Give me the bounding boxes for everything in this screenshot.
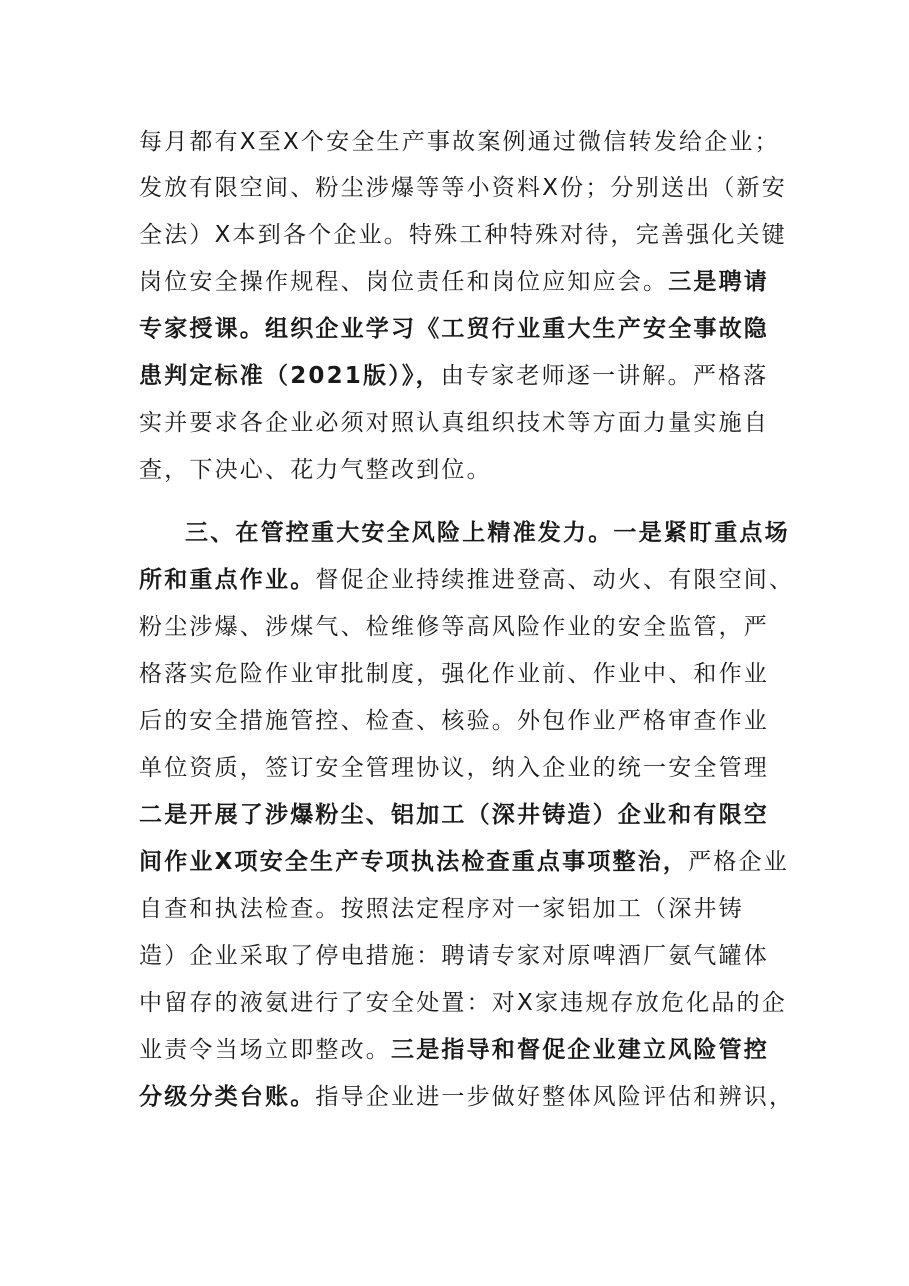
text-line bbox=[139, 1035, 799, 1065]
text-line bbox=[139, 127, 799, 157]
text-line bbox=[139, 753, 799, 783]
text-line bbox=[139, 706, 799, 736]
bold-text-span: 分级分类台账。 bbox=[139, 1084, 316, 1110]
text-line bbox=[139, 1082, 799, 1112]
text-line bbox=[139, 659, 799, 689]
section-heading-line bbox=[185, 518, 845, 548]
text-span: 格落实危险作业审批制度，强化作业前、作业中、和作业 bbox=[139, 661, 769, 687]
text-line bbox=[139, 173, 799, 203]
text-span: 单位资质，签订安全管理协议，纳入企业的统一安全管理 bbox=[139, 755, 769, 781]
bold-text-span: 二是开展了涉爆粉尘、铝加工（深井铸造）企业和有限空 bbox=[139, 802, 769, 828]
bold-text-span: 所和重点作业。 bbox=[139, 567, 316, 593]
text-span: 查，下决心、花力气整改到位。 bbox=[139, 457, 492, 483]
text-span: 全法）X本到各个企业。特殊工种特殊对待，完善强化关键 bbox=[139, 222, 787, 248]
text-span: 实并要求各企业必须对照认真组织技术等方面力量实施自 bbox=[139, 410, 769, 436]
text-line bbox=[139, 847, 799, 877]
bold-text-span: 患判定标准（2021版）》， bbox=[139, 363, 441, 389]
text-line bbox=[139, 408, 799, 438]
text-span: 业责令当场立即整改。 bbox=[139, 1037, 391, 1063]
text-line bbox=[139, 565, 799, 595]
text-span: 每月都有X至X个安全生产事故案例通过微信转发给企业； bbox=[139, 129, 780, 155]
text-line bbox=[139, 220, 799, 250]
text-line bbox=[139, 988, 799, 1018]
text-span: 自查和执法检查。按照法定程序对一家铝加工（深井铸 bbox=[139, 896, 744, 922]
text-span: 指导企业进一步做好整体风险评估和辨识， bbox=[315, 1084, 795, 1110]
text-span: 由专家老师逐一讲解。严格落 bbox=[440, 363, 769, 389]
text-line bbox=[139, 894, 799, 924]
text-span: 严格企业 bbox=[688, 849, 789, 875]
text-span: 督促企业持续推进登高、动火、有限空间、 bbox=[315, 567, 795, 593]
bold-text-span: 三、在管控重大安全风险上精准发力。一是紧盯重点场 bbox=[185, 520, 790, 546]
text-span: 中留存的液氨进行了安全处置：对X家违规存放危化品的企 bbox=[139, 990, 787, 1016]
text-line bbox=[139, 941, 799, 971]
bold-text-span: 间作业X项安全生产专项执法检查重点事项整治， bbox=[139, 849, 689, 875]
bold-text-span: 三是指导和督促企业建立风险管控 bbox=[391, 1037, 769, 1063]
text-span: 后的安全措施管控、检查、核验。外包作业严格审查作业 bbox=[139, 708, 769, 734]
text-span: 发放有限空间、粉尘涉爆等等小资料X份；分别送出（新安 bbox=[139, 175, 787, 201]
text-line bbox=[139, 267, 799, 297]
bold-text-span: 三是聘请 bbox=[668, 269, 770, 295]
text-line bbox=[139, 455, 799, 485]
text-span: 造）企业采取了停电措施：聘请专家对原啤酒厂氨气罐体 bbox=[139, 943, 769, 969]
text-line bbox=[139, 361, 799, 391]
text-span: 岗位安全操作规程、岗位责任和岗位应知应会。 bbox=[139, 269, 669, 295]
text-span: 粉尘涉爆、涉煤气、检维修等高风险作业的安全监管，严 bbox=[139, 614, 769, 640]
bold-text-span: 专家授课。组织企业学习《工贸行业重大生产安全事故隐 bbox=[139, 316, 769, 342]
text-line bbox=[139, 314, 799, 344]
text-line bbox=[139, 800, 799, 830]
text-line bbox=[139, 612, 799, 642]
